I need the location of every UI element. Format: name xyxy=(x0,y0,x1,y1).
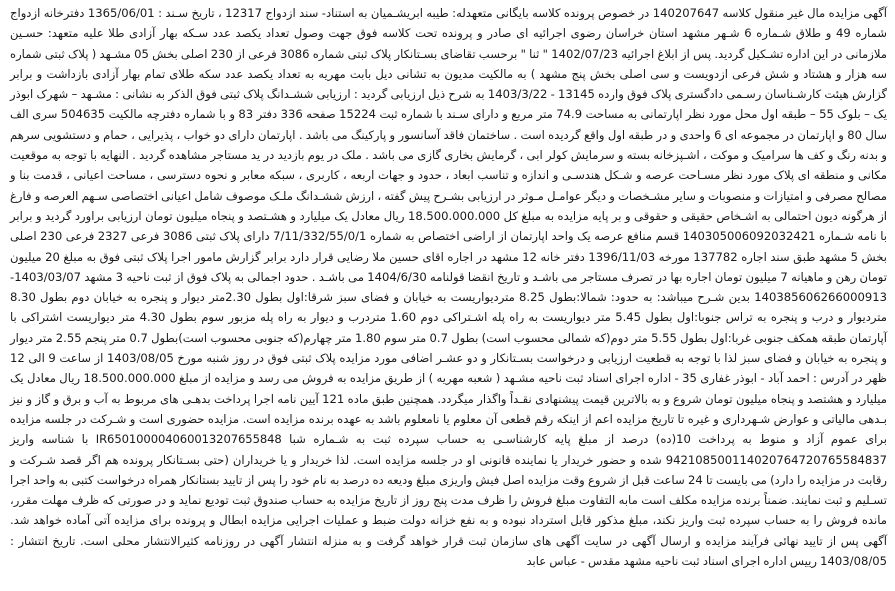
auction-notice-text: آگهی مزایده مال غیر منقول کلاسه 140207647 در خصوص پرونده کلاسه بایگانی متعهدله: طیبه ابریشـمیان به استناد- سند ازدواج 12317 ، تاریخ سـند : 1365/06/01 دفترخانه ازدواج شماره 49 و طلاق شـماره 6 شـهر مشهد استان خراسان رضوی اجرائیه ای صادر و پرونده تحت کلاسه فوق جهت وصول تعداد یکصد عدد سـکه بهار آزادی طلا علیه متعهد: حسـین ملازمانی در این اداره تشـکیل گردید. پس از ابلاغ اجرائیه 1402/07/23 " ثنا " برحسب تقاضای بسـتانکار پلاک ثبتی شماره 3086 فرعی از 230 اصلی بخش 05 مشـهد ( پلاک ثبتی شماره سه هزار و هشتاد و شش فرعی ازدویست و سی اصلی بخش پنج مشهد ) به مالکیت مدیون به تشانی دیل بابت مهریه به تعداد یکصد عدد سکه طلای تمام بهار آزادی بازداشت و برابر گزارش هیئت کارشـناسان رسـمی دادگستری پلاک فوق وارده 13145 - 1403/3/22 به شرح ذیل ارزیابی گردید : ارزیابی ششـدانگ پلاک ثبتی فوق الذکر به نشانی : مشـهد – شهرک ابوذر یک – بلوک 55 – طبقه اول محل مورد نظر اپارتمانی به مساحت 74.9 متر مربع و دارای سـند با شماره ثبت 15224 صفحه 336 دفتر 83 و با شماره دفترچه مالکیت 504635 سری الف سال 80 و اپارتمان در مجموعه ای 6 واحدی و در طبقه اول واقع گردیده است . ساختمان فاقد آسانسور و پارکینگ می باشد . اپارتمان دارای دو خواب ، پذیرایی ، حمام و دستشویی سرهم و بدنه رنگ و کف ها سرامیک و موکت ، اشـپزخانه بسته و سرمایش کولر ابی ، گرمایش بخاری گازی می باشد . ملک در یوم بازدید در ید مستاجر مشاهده گردید . النهایه با توجه به موقعیت مکانی و منطقه ای پلاک مورد نظر مسـاحت عرصه و شـکل هندسـی و اندازه و تناسب ابعاد ، حدود و جهات اربعه ، کاربری ، سبکه معابر و نحوه دسترسی ، مساحت اعیانی ، قدمت بنا و مصالح مصرفی و امتیازات و منصوبات و سایر مشـخصات و دیگر عوامـل مـوثر در ارزیابی بشـرح پیش گفته ، ارزش ششـدانگ ملـک موصوف شامل اعیانی اختصاصی سـهم العرصه و فارغ از هرگونه دیون احتمالی به اشـخاص حقیقی و حقوقی و بر پایه مزایده به مبلغ کل 18.500.000.000 ریال معادل یک میلیارد و هشـتصد و پنجاه میلیون تومان ارزیابی براورد گردید و برابر با نامه شـماره 140305006092032421 قسم منافع عرصه یک واحد اپارتمان از اراضی اختصاص به شماره 7/11/332/55/0/1 دارای پلاک ثبتی 3086 فرعی 2327 فرعی 230 اصلی بخش 5 مشهد طبق سند اجاره 137782 مورخه 1396/11/03 دفتر خانه 12 مشهد در اجاره اقای حسین ملا رضایی قرار دارد برابر گزارش مامور اجرا پلاک ثبتی فوق به مبلغ 20 میلیون تومان رهن و ماهیانه 7 میلیون تومان اجاره بها در تصرف مستاجر می باشـد و تاریخ انقضا قولنامه 1404/6/30 می باشـد . حدود اجمالی به پلاک فوق از ثبت ناحیه 3 مشهد 1403/03/07- 140385606266000913 بدین شـرح میباشد: به حدود: شمالا:بطول 8.25 متردیواریست به خیابان و فضای سبز شرقا:اول بطول 2.30متر دیوار و پنجره به خیابان دوم بطول 8.30 متردیوار و درب و پنجره به تراس جنوبا:اول بطول 5.45 متر دیواریست به راه پله اشـتراکی دوم 1.60 متردرب و دیوار به راه پله مزبور سوم بطول 4.30 متر دیواریست اشتراکی با آپارتمان طبقه همکف جنوبی غربا:اول بطول 5.55 متر دوم(که شمالی محسوب است) بطول 0.7 متر سوم 1.80 متر چهارم(که جنوبی محسوب است)بطول 0.7 متر پنجم 2.55 متر دیوار و پنجره به خیابان و فضای سبز لذا با توجه به قطعیت ارزیابی و درخواست بسـتانکار و دو عشـر اضافی مورد مزایده پلاک ثبتی فوق در روز شنبه مورخ 1403/08/05 از ساعت 9 الی 12 ظهر در آدرس : احمد آباد - ابوذر غفاری 35 - اداره اجرای اسناد ثبت ناحیه مشـهد ( شعبه مهریه ) از طریق مزایده به فروش می رسد و مزایده از مبلغ 18.500.000.000 ریال معادل یک میلیارد و هشتصد و پنجاه میلیون تومان شروع و به بالاترین قیمت پیشنهادی نقـداً واگذار میگردد. همچنین طبق ماده 121 آیین نامه اجرا پرداخت بدهـی های مربوط به آب و برق و گاز و نیز بـدهی مالیاتی و عوارض شـهرداری و غیره تا تاریخ مزایده اعم از اینکه رقم قطعی آن معلوم یا نامعلوم باشد به عهده برنده مزایده است. مزایده حضوری است و شـرکت در جلسه مزایده برای عموم آزاد و منوط به پرداخت 10(ده) درصد از مبلغ پایه کارشناسـی به حساب سپرده ثبت به شـماره شبا IR650100004060013207655848 با شناسه واریز 942108500114020764720765584837 شده و حضور خریدار یا نماینده قانونی او در جلسه مزایده است. لذا خریدار و یا خریداران (حتی بسـتانکار پرونده هم اگر قصد شـرکت و رقابت در مزایده را دارد) می بایست تا 24 ساعت قبل از شروع وقت مزایده اصل فیش واریزی مبلغ ودیعه ده درصد به نام خود را پس از تایید بستانکار همراه درخواست کتبی به واحد اجرا تسـلیم و ثبت نمایند. ضمناً برنده مزایده مکلف است مابه التفاوت مبلغ فروش را ظرف مدت پنج روز از تاریخ مزایده به حساب صندوق ثبت تودیع نماید و در صورتی که ظرف مهلت مقرر، مانده فروش را به حساب سپرده ثبت واریز نکند، مبلغ مذکور قابل استرداد نبوده و به نفع خزانه دولت ضبط و عملیات اجرایی مزایده ابطال و پرونده برای مزایده آتی آماده خواهد شد. آگهی پس از تایید نهائی فرآیند مزایده و ارسال آگهی در سایت آگهی های سازمان ثبت قرار خواهد گرفت و به منزله انتشار آگهی در روزنامه کثیرالانتشار محلی است. تاریخ انتشار : 1403/08/05 رییس اداره اجرای اسناد ثبت ناحیه مشهد مقدس - عباس عابد xyxy=(10,6,888,569)
